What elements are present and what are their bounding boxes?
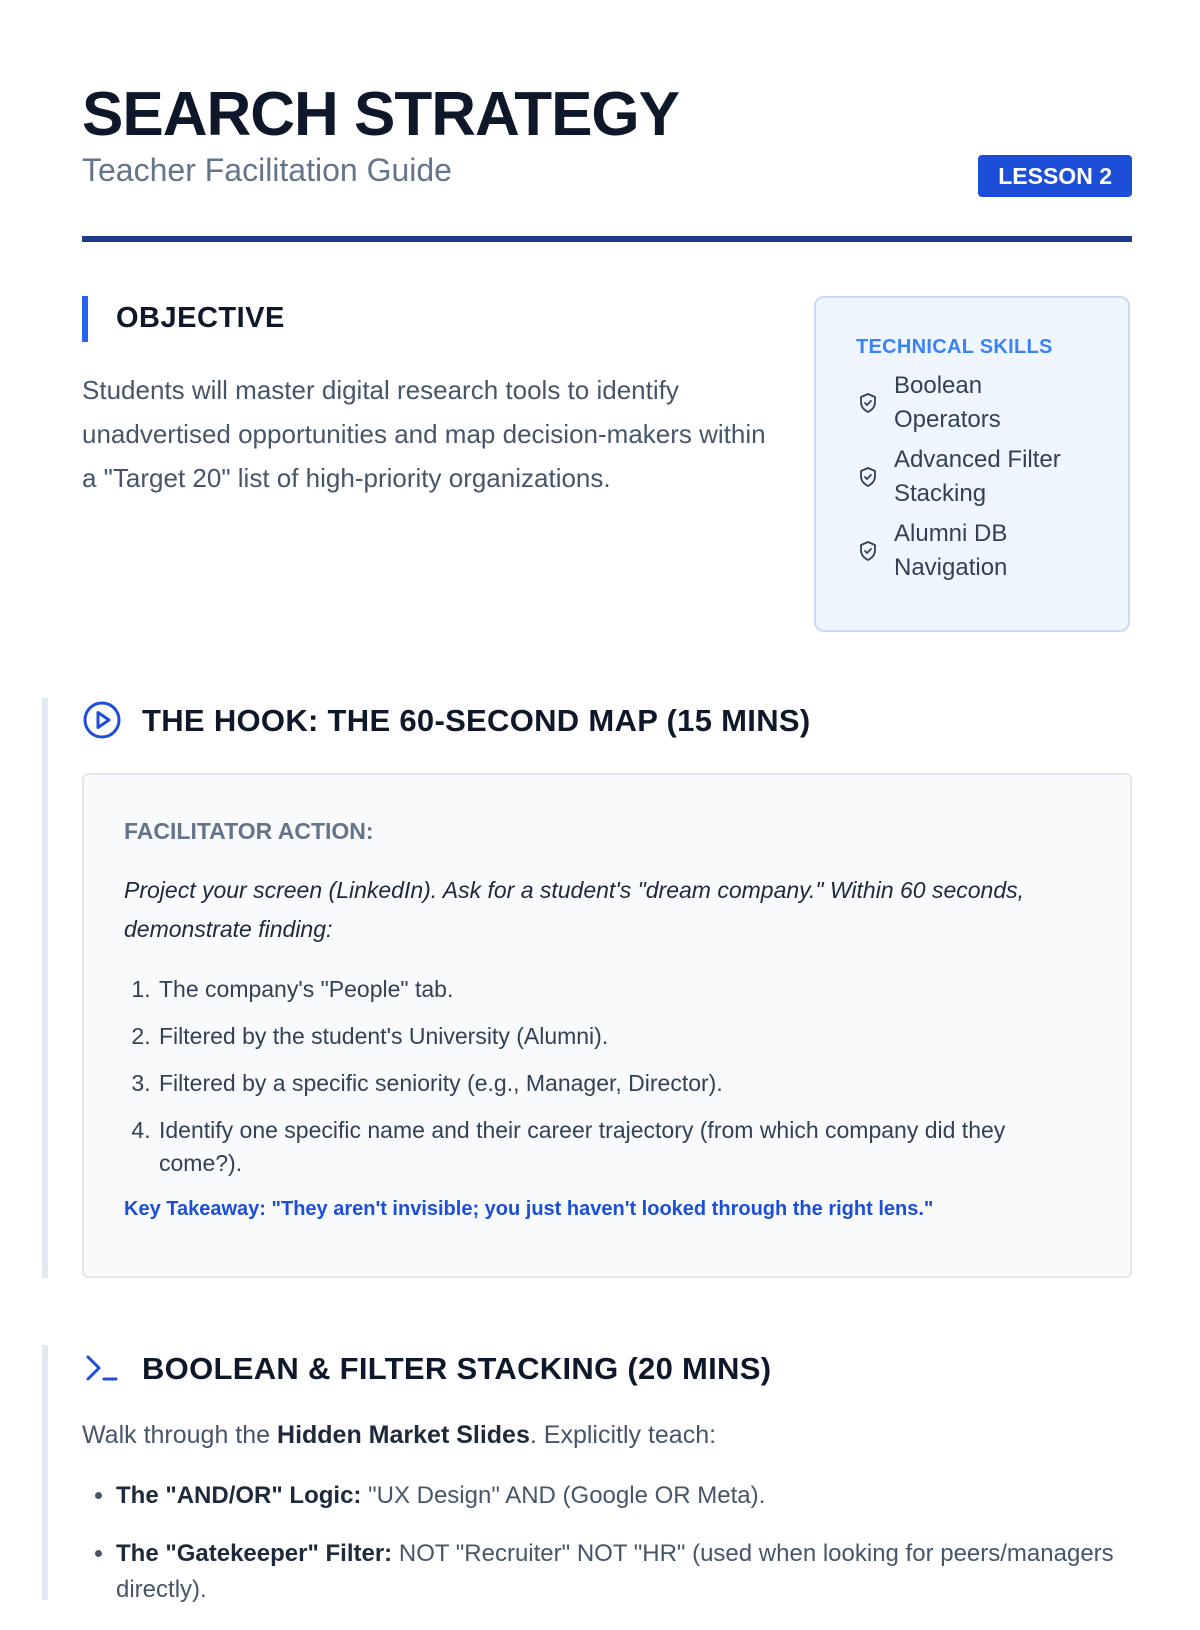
bullet-text: "UX Design" AND (Google OR Meta). (361, 1482, 766, 1509)
lesson-badge: LESSON 2 (978, 155, 1132, 197)
boolean-heading: BOOLEAN & FILTER STACKING (20 MINS) (142, 1351, 772, 1386)
list-item: 3. Filtered by a specific seniority (e.g., Manager, Director). (157, 1067, 1090, 1100)
list-item: 4. Identify one specific name and their career trajectory (from which company did they come?). (157, 1114, 1090, 1180)
shield-check-icon (856, 539, 880, 563)
page-title: SEARCH STRATEGY (82, 80, 680, 149)
objective-text: Students will master digital research tools to identify unadvertised opportunities and map decision-makers within a "Target 20" list of high-priority organizations. (82, 375, 766, 493)
boolean-intro-prefix: Walk through the (82, 1421, 278, 1449)
boolean-bullets (82, 1478, 1116, 1630)
facilitator-action-intro: Project your screen (LinkedIn). Ask for a student's "dream company." Within 60 seconds, demonstrate finding: (124, 877, 1025, 942)
skill-item (856, 517, 1088, 585)
objective-accent-bar (82, 296, 88, 342)
page-subtitle: Teacher Facilitation Guide (82, 152, 452, 188)
bullet-title: The "Gatekeeper" Filter: (116, 1540, 393, 1567)
hook-section-rule (42, 698, 48, 1278)
header-divider (82, 236, 1132, 242)
objective-heading: OBJECTIVE (116, 302, 285, 334)
boolean-section-rule (42, 1345, 48, 1600)
technical-skills-box (814, 296, 1130, 632)
list-item: 2. Filtered by the student's University (Alumni). (157, 1020, 1090, 1053)
boolean-intro-suffix: . Explicitly teach: (529, 1421, 717, 1449)
skill-item (856, 369, 1088, 437)
shield-check-icon (856, 391, 880, 415)
skill-label: Boolean Operators (894, 372, 1001, 433)
key-takeaway: Key Takeaway: "They aren't invisible; you just haven't looked through the right lens." (124, 1198, 934, 1220)
terminal-prompt-icon (82, 1348, 122, 1388)
facilitator-steps (124, 973, 1090, 1180)
list-item: 1. The company's "People" tab. (157, 973, 1090, 1006)
shield-check-icon (856, 465, 880, 489)
skill-item (856, 443, 1088, 511)
list-item (116, 1536, 1116, 1608)
play-circle-icon (82, 700, 122, 740)
facilitator-action-card (82, 773, 1132, 1278)
skill-label: Alumni DB Navigation (894, 520, 1008, 581)
boolean-intro (82, 1416, 716, 1454)
skills-title: TECHNICAL SKILLS (856, 336, 1053, 358)
hook-heading: THE HOOK: THE 60-SECOND MAP (15 MINS) (142, 703, 811, 738)
skill-label: Advanced Filter Stacking (894, 446, 1061, 507)
bullet-text: NOT "Recruiter" NOT "HR" (used when looking for peers/managers directly). (116, 1540, 1114, 1603)
hidden-market-slides-label: Hidden Market Slides (277, 1421, 530, 1449)
list-item (116, 1478, 1116, 1514)
facilitator-action-label: FACILITATOR ACTION: (124, 818, 374, 844)
bullet-title: The "AND/OR" Logic: (116, 1482, 362, 1509)
